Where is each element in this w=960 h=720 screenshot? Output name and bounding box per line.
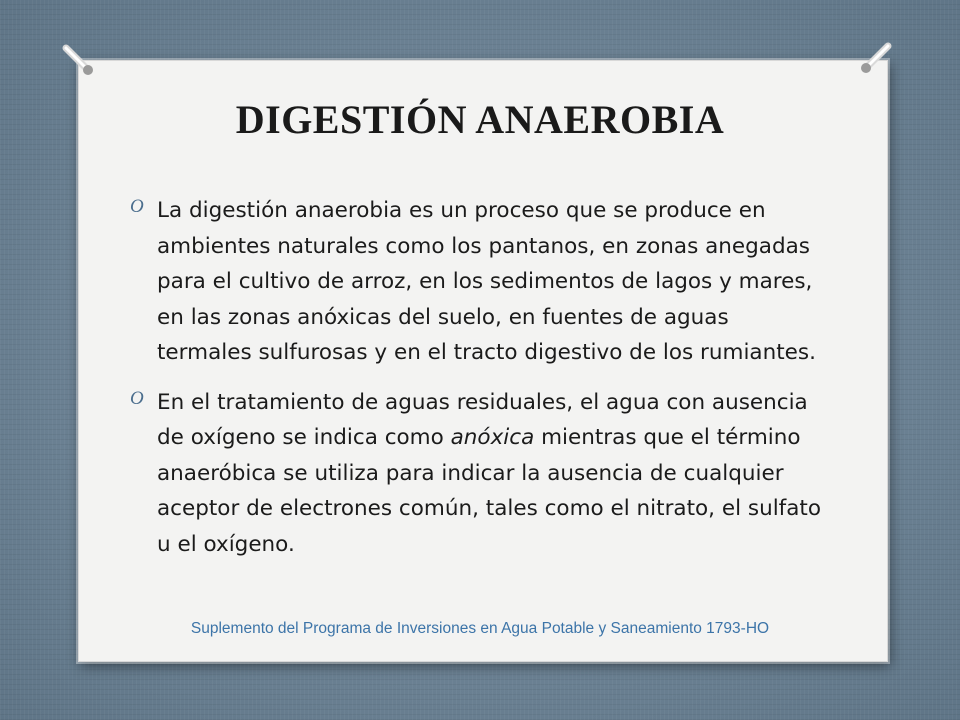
pushpin-icon [856,38,896,78]
bullet-marker: O [130,387,144,409]
bullet-marker: O [130,196,144,217]
bullet-text-before: En el tratamiento de aguas residuales, el agua con ausencia de oxígeno se indica como [157,389,808,450]
bullet-list [130,193,830,576]
slide-footer: Suplemento del Programa de Inversiones en Agua Potable y Saneamiento 1793-HO [190,620,770,637]
bullet-item [130,193,830,371]
bullet-text-after: mientras que el término anaeróbica se utiliza para indicar la ausencia de cualquier aceptor de electrones común, tales como el nitrato, el sulfato u el oxígeno. [157,425,822,557]
bullet-item [130,385,830,563]
bullet-emphasis: anóxica [450,425,535,450]
bullet-text: La digestión anaerobia es un proceso que se produce en ambientes naturales como los pantanos, en zonas anegadas para el cultivo de arroz, en los sedimentos de lagos y mares, en las zonas anóxicas del suelo, en fuentes de aguas termales sulfurosas y en el tracto digestivo de los rumiantes. [157,198,816,365]
pushpin-icon [58,40,98,80]
slide-title: DIGESTIÓN ANAEROBIA [235,97,725,142]
bullet-text [157,390,821,557]
